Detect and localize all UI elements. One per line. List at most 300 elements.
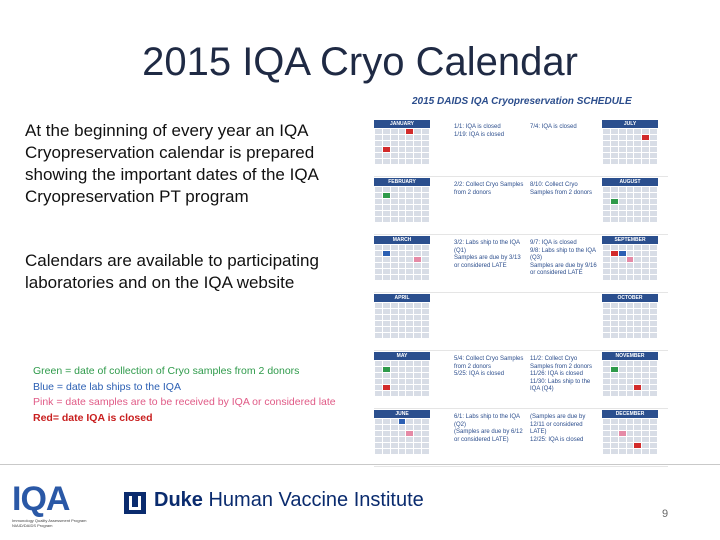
calendar-day xyxy=(611,147,618,152)
calendar-day xyxy=(650,147,657,152)
calendar-day xyxy=(391,309,398,314)
calendar-day xyxy=(422,431,429,436)
calendar-day xyxy=(414,147,421,152)
calendar-day xyxy=(619,373,626,378)
calendar-day xyxy=(391,367,398,372)
calendar-day xyxy=(414,129,421,134)
calendar-day xyxy=(406,373,413,378)
calendar-day xyxy=(650,129,657,134)
calendar-day xyxy=(627,321,634,326)
calendar-day xyxy=(650,333,657,338)
schedule-notes-right: 11/2: Collect Cryo Samples from 2 donors 11/26: IQA is closed 11/30: Labs ship to the IQA (Q4) xyxy=(530,356,593,392)
calendar-day xyxy=(375,327,382,332)
calendar-day xyxy=(611,251,618,256)
calendar-day xyxy=(422,187,429,192)
calendar-day xyxy=(650,141,657,146)
calendar-day xyxy=(603,263,610,268)
calendar-day xyxy=(375,419,382,424)
calendar-day xyxy=(414,205,421,210)
calendar-day xyxy=(383,303,390,308)
calendar-day xyxy=(375,367,382,372)
calendar-day xyxy=(399,315,406,320)
calendar-day xyxy=(650,367,657,372)
month-calendar xyxy=(374,410,430,464)
calendar-day xyxy=(414,193,421,198)
calendar-day xyxy=(650,437,657,442)
calendar-day xyxy=(627,327,634,332)
calendar-day xyxy=(611,333,618,338)
calendar-day xyxy=(611,309,618,314)
calendar-day xyxy=(603,321,610,326)
calendar-day xyxy=(399,327,406,332)
calendar-day xyxy=(406,275,413,280)
calendar-day xyxy=(391,193,398,198)
calendar-day xyxy=(627,153,634,158)
calendar-day xyxy=(422,443,429,448)
calendar-day xyxy=(383,275,390,280)
calendar-day xyxy=(391,217,398,222)
calendar-day xyxy=(414,135,421,140)
calendar-day xyxy=(406,333,413,338)
calendar-day xyxy=(391,425,398,430)
calendar-day xyxy=(414,419,421,424)
calendar-day xyxy=(642,443,649,448)
calendar-day xyxy=(642,379,649,384)
calendar-day xyxy=(619,211,626,216)
calendar-day xyxy=(422,367,429,372)
calendar-day xyxy=(406,187,413,192)
calendar-day xyxy=(627,391,634,396)
calendar-day xyxy=(634,303,641,308)
calendar-day xyxy=(650,315,657,320)
calendar-day xyxy=(603,373,610,378)
schedule-row xyxy=(374,236,668,290)
calendar-day xyxy=(383,361,390,366)
calendar-day xyxy=(634,205,641,210)
intro-paragraph: At the beginning of every year an IQA Cryopreservation calendar is prepared showing the important dates of the IQA Cryopreservation PT program xyxy=(25,121,318,206)
calendar-day xyxy=(634,187,641,192)
calendar-day xyxy=(611,135,618,140)
calendar-day xyxy=(627,135,634,140)
calendar-day xyxy=(619,251,626,256)
calendar-day xyxy=(619,269,626,274)
calendar-day xyxy=(619,129,626,134)
calendar-day xyxy=(603,245,610,250)
duke-shield-icon xyxy=(122,490,148,516)
calendar-day xyxy=(422,275,429,280)
calendar-day xyxy=(642,419,649,424)
calendar-day xyxy=(383,193,390,198)
calendar-day xyxy=(375,199,382,204)
calendar-day xyxy=(375,129,382,134)
calendar-day xyxy=(391,333,398,338)
row-separator xyxy=(374,408,668,409)
calendar-day xyxy=(375,153,382,158)
calendar-day xyxy=(414,303,421,308)
calendar-day xyxy=(634,373,641,378)
calendar-day xyxy=(383,449,390,454)
calendar-day xyxy=(619,199,626,204)
calendar-day xyxy=(642,315,649,320)
calendar-day xyxy=(627,187,634,192)
calendar-day xyxy=(611,419,618,424)
calendar-day xyxy=(422,211,429,216)
calendar-day xyxy=(642,217,649,222)
calendar-day xyxy=(414,431,421,436)
schedule-notes-left: 6/1: Labs ship to the IQA (Q2) (Samples are due by 6/12 or considered LATE) xyxy=(454,414,523,443)
calendar-day xyxy=(603,303,610,308)
calendar-day xyxy=(650,321,657,326)
calendar-day xyxy=(383,217,390,222)
calendar-day xyxy=(406,199,413,204)
calendar-day xyxy=(650,431,657,436)
calendar-day xyxy=(634,135,641,140)
calendar-day xyxy=(650,379,657,384)
color-legend xyxy=(33,364,336,426)
calendar-day xyxy=(611,153,618,158)
calendar-day xyxy=(383,251,390,256)
calendar-day xyxy=(391,449,398,454)
calendar-day xyxy=(650,361,657,366)
calendar-day xyxy=(650,327,657,332)
calendar-day xyxy=(650,199,657,204)
calendar-day xyxy=(619,321,626,326)
calendar-day xyxy=(650,217,657,222)
row-separator xyxy=(374,234,668,235)
row-separator xyxy=(374,466,668,467)
calendar-day xyxy=(627,431,634,436)
calendar-day xyxy=(642,309,649,314)
calendar-day xyxy=(650,303,657,308)
calendar-day xyxy=(414,275,421,280)
calendar-day xyxy=(603,443,610,448)
calendar-day xyxy=(603,129,610,134)
calendar-day xyxy=(642,373,649,378)
calendar-day xyxy=(642,193,649,198)
calendar-day xyxy=(634,245,641,250)
calendar-day xyxy=(650,257,657,262)
calendar-day xyxy=(383,309,390,314)
calendar-day xyxy=(391,315,398,320)
calendar-day xyxy=(634,443,641,448)
month-name: SEPTEMBER xyxy=(602,236,658,244)
calendar-day xyxy=(634,327,641,332)
calendar-day xyxy=(619,303,626,308)
calendar-day xyxy=(375,309,382,314)
month-name: JULY xyxy=(602,120,658,128)
calendar-day xyxy=(375,135,382,140)
calendar-day xyxy=(603,315,610,320)
calendar-day xyxy=(391,385,398,390)
calendar-day xyxy=(375,425,382,430)
calendar-day xyxy=(650,205,657,210)
calendar-day xyxy=(619,153,626,158)
calendar-day xyxy=(619,391,626,396)
calendar-day xyxy=(406,269,413,274)
calendar-day xyxy=(619,449,626,454)
month-calendar xyxy=(374,120,430,174)
schedule-notes-left: 1/1: IQA is closed 1/19: IQA is closed xyxy=(454,124,505,138)
calendar-day xyxy=(603,251,610,256)
calendar-day xyxy=(383,245,390,250)
calendar-day xyxy=(391,141,398,146)
calendar-day xyxy=(422,159,429,164)
calendar-day xyxy=(375,437,382,442)
calendar-day xyxy=(627,211,634,216)
calendar-day xyxy=(399,321,406,326)
calendar-day xyxy=(406,379,413,384)
calendar-day xyxy=(406,315,413,320)
calendar-day xyxy=(634,275,641,280)
calendar-day xyxy=(375,303,382,308)
calendar-day xyxy=(399,275,406,280)
calendar-day xyxy=(619,333,626,338)
month-calendar xyxy=(374,352,430,406)
calendar-day xyxy=(611,449,618,454)
calendar-day xyxy=(603,217,610,222)
calendar-day xyxy=(406,443,413,448)
calendar-day xyxy=(611,303,618,308)
calendar-day xyxy=(383,147,390,152)
calendar-day xyxy=(642,251,649,256)
calendar-day xyxy=(391,391,398,396)
calendar-day xyxy=(391,135,398,140)
calendar-day xyxy=(406,361,413,366)
calendar-day xyxy=(603,419,610,424)
calendar-day xyxy=(619,257,626,262)
calendar-day xyxy=(642,361,649,366)
calendar-day xyxy=(642,199,649,204)
calendar-day xyxy=(642,245,649,250)
calendar-day xyxy=(383,269,390,274)
calendar-day xyxy=(391,205,398,210)
row-separator xyxy=(374,176,668,177)
calendar-day xyxy=(383,431,390,436)
month-name: FEBRUARY xyxy=(374,178,430,186)
calendar-day xyxy=(406,251,413,256)
calendar-day xyxy=(603,199,610,204)
month-name: NOVEMBER xyxy=(602,352,658,360)
calendar-day xyxy=(642,303,649,308)
duke-logo-bold: Duke xyxy=(154,489,203,511)
calendar-day xyxy=(399,141,406,146)
iqa-logo-subtext: Immunology Quality Assessment Program NIAID/DAIDS Program xyxy=(12,518,87,528)
calendar-day xyxy=(414,141,421,146)
calendar-day xyxy=(383,153,390,158)
calendar-day xyxy=(627,333,634,338)
calendar-day xyxy=(642,135,649,140)
calendar-day xyxy=(406,303,413,308)
calendar-day xyxy=(383,257,390,262)
calendar-day xyxy=(619,147,626,152)
calendar-day xyxy=(603,385,610,390)
calendar-day xyxy=(422,263,429,268)
calendar-day xyxy=(406,449,413,454)
calendar-day xyxy=(399,431,406,436)
legend-pink: Pink = date samples are to be received by IQA or considered late xyxy=(33,396,336,408)
calendar-day xyxy=(603,147,610,152)
calendar-day xyxy=(619,275,626,280)
calendar-day xyxy=(422,193,429,198)
calendar-day xyxy=(375,315,382,320)
calendar-day xyxy=(391,269,398,274)
calendar-day xyxy=(619,327,626,332)
calendar-day xyxy=(642,437,649,442)
calendar-day xyxy=(406,217,413,222)
calendar-day xyxy=(375,321,382,326)
month-name: OCTOBER xyxy=(602,294,658,302)
month-calendar xyxy=(602,120,658,174)
calendar-day xyxy=(650,391,657,396)
calendar-day xyxy=(634,159,641,164)
schedule-notes-right: (Samples are due by 12/11 or considered LATE) 12/25: IQA is closed xyxy=(530,414,586,443)
calendar-day xyxy=(399,153,406,158)
calendar-day xyxy=(383,199,390,204)
calendar-day xyxy=(399,361,406,366)
calendar-day xyxy=(391,129,398,134)
calendar-day xyxy=(650,251,657,256)
calendar-day xyxy=(603,193,610,198)
calendar-day xyxy=(383,385,390,390)
calendar-day xyxy=(619,425,626,430)
calendar-day xyxy=(634,147,641,152)
calendar-day xyxy=(383,333,390,338)
calendar-day xyxy=(634,367,641,372)
calendar-day xyxy=(422,245,429,250)
calendar-day xyxy=(399,199,406,204)
calendar-day xyxy=(406,141,413,146)
month-name: APRIL xyxy=(374,294,430,302)
calendar-day xyxy=(634,431,641,436)
calendar-day xyxy=(603,391,610,396)
calendar-day xyxy=(414,263,421,268)
cryo-schedule-image xyxy=(372,92,672,467)
calendar-day xyxy=(650,425,657,430)
calendar-day xyxy=(611,367,618,372)
calendar-day xyxy=(650,443,657,448)
row-separator xyxy=(374,350,668,351)
calendar-day xyxy=(391,373,398,378)
calendar-day xyxy=(611,315,618,320)
calendar-day xyxy=(627,275,634,280)
calendar-day xyxy=(634,437,641,442)
calendar-day xyxy=(406,159,413,164)
schedule-notes-right: 8/10: Collect Cryo Samples from 2 donors xyxy=(530,182,593,196)
calendar-day xyxy=(375,431,382,436)
calendar-day xyxy=(406,431,413,436)
calendar-day xyxy=(375,251,382,256)
calendar-day xyxy=(422,309,429,314)
calendar-day xyxy=(414,391,421,396)
calendar-day xyxy=(414,327,421,332)
calendar-day xyxy=(422,153,429,158)
calendar-day xyxy=(391,263,398,268)
calendar-day xyxy=(375,379,382,384)
calendar-day xyxy=(634,141,641,146)
calendar-day xyxy=(406,129,413,134)
calendar-day xyxy=(391,275,398,280)
schedule-notes-right: 7/4: IQA is closed xyxy=(530,124,577,130)
calendar-day xyxy=(399,147,406,152)
calendar-day xyxy=(619,379,626,384)
calendar-day xyxy=(383,159,390,164)
calendar-day xyxy=(383,425,390,430)
calendar-day xyxy=(603,379,610,384)
calendar-day xyxy=(375,211,382,216)
month-calendar xyxy=(374,236,430,290)
calendar-day xyxy=(422,391,429,396)
calendar-day xyxy=(650,419,657,424)
calendar-day xyxy=(627,269,634,274)
calendar-day xyxy=(399,437,406,442)
calendar-day xyxy=(406,327,413,332)
calendar-day xyxy=(627,129,634,134)
calendar-day xyxy=(603,269,610,274)
calendar-day xyxy=(627,245,634,250)
calendar-day xyxy=(414,309,421,314)
calendar-day xyxy=(414,187,421,192)
calendar-day xyxy=(406,391,413,396)
calendar-day xyxy=(375,373,382,378)
calendar-day xyxy=(414,437,421,442)
calendar-day xyxy=(611,159,618,164)
calendar-day xyxy=(619,193,626,198)
calendar-day xyxy=(642,425,649,430)
calendar-day xyxy=(619,205,626,210)
calendar-day xyxy=(422,217,429,222)
calendar-day xyxy=(399,263,406,268)
calendar-day xyxy=(399,257,406,262)
slide-title: 2015 IQA Cryo Calendar xyxy=(142,40,578,84)
calendar-day xyxy=(399,193,406,198)
calendar-day xyxy=(642,129,649,134)
calendar-day xyxy=(634,321,641,326)
calendar-day xyxy=(406,257,413,262)
calendar-day xyxy=(399,187,406,192)
calendar-day xyxy=(391,303,398,308)
calendar-day xyxy=(642,367,649,372)
calendar-day xyxy=(603,141,610,146)
schedule-row xyxy=(374,178,668,232)
calendar-day xyxy=(634,199,641,204)
calendar-day xyxy=(399,385,406,390)
calendar-day xyxy=(634,333,641,338)
calendar-day xyxy=(422,269,429,274)
calendar-day xyxy=(619,443,626,448)
calendar-day xyxy=(422,141,429,146)
calendar-day xyxy=(383,327,390,332)
schedule-notes-left: 3/2: Labs ship to the IQA (Q1) Samples are due by 3/13 or considered LATE xyxy=(454,240,521,269)
calendar-day xyxy=(611,257,618,262)
calendar-day xyxy=(391,327,398,332)
month-name: MAY xyxy=(374,352,430,360)
calendar-day xyxy=(383,367,390,372)
calendar-day xyxy=(391,361,398,366)
calendar-day xyxy=(391,211,398,216)
calendar-day xyxy=(642,159,649,164)
calendar-day xyxy=(642,449,649,454)
calendar-day xyxy=(642,269,649,274)
calendar-day xyxy=(414,211,421,216)
calendar-day xyxy=(642,211,649,216)
calendar-day xyxy=(603,153,610,158)
legend-blue: Blue = date lab ships to the IQA xyxy=(33,380,181,393)
calendar-day xyxy=(383,437,390,442)
calendar-day xyxy=(422,147,429,152)
calendar-day xyxy=(383,373,390,378)
calendar-day xyxy=(383,391,390,396)
calendar-day xyxy=(603,367,610,372)
